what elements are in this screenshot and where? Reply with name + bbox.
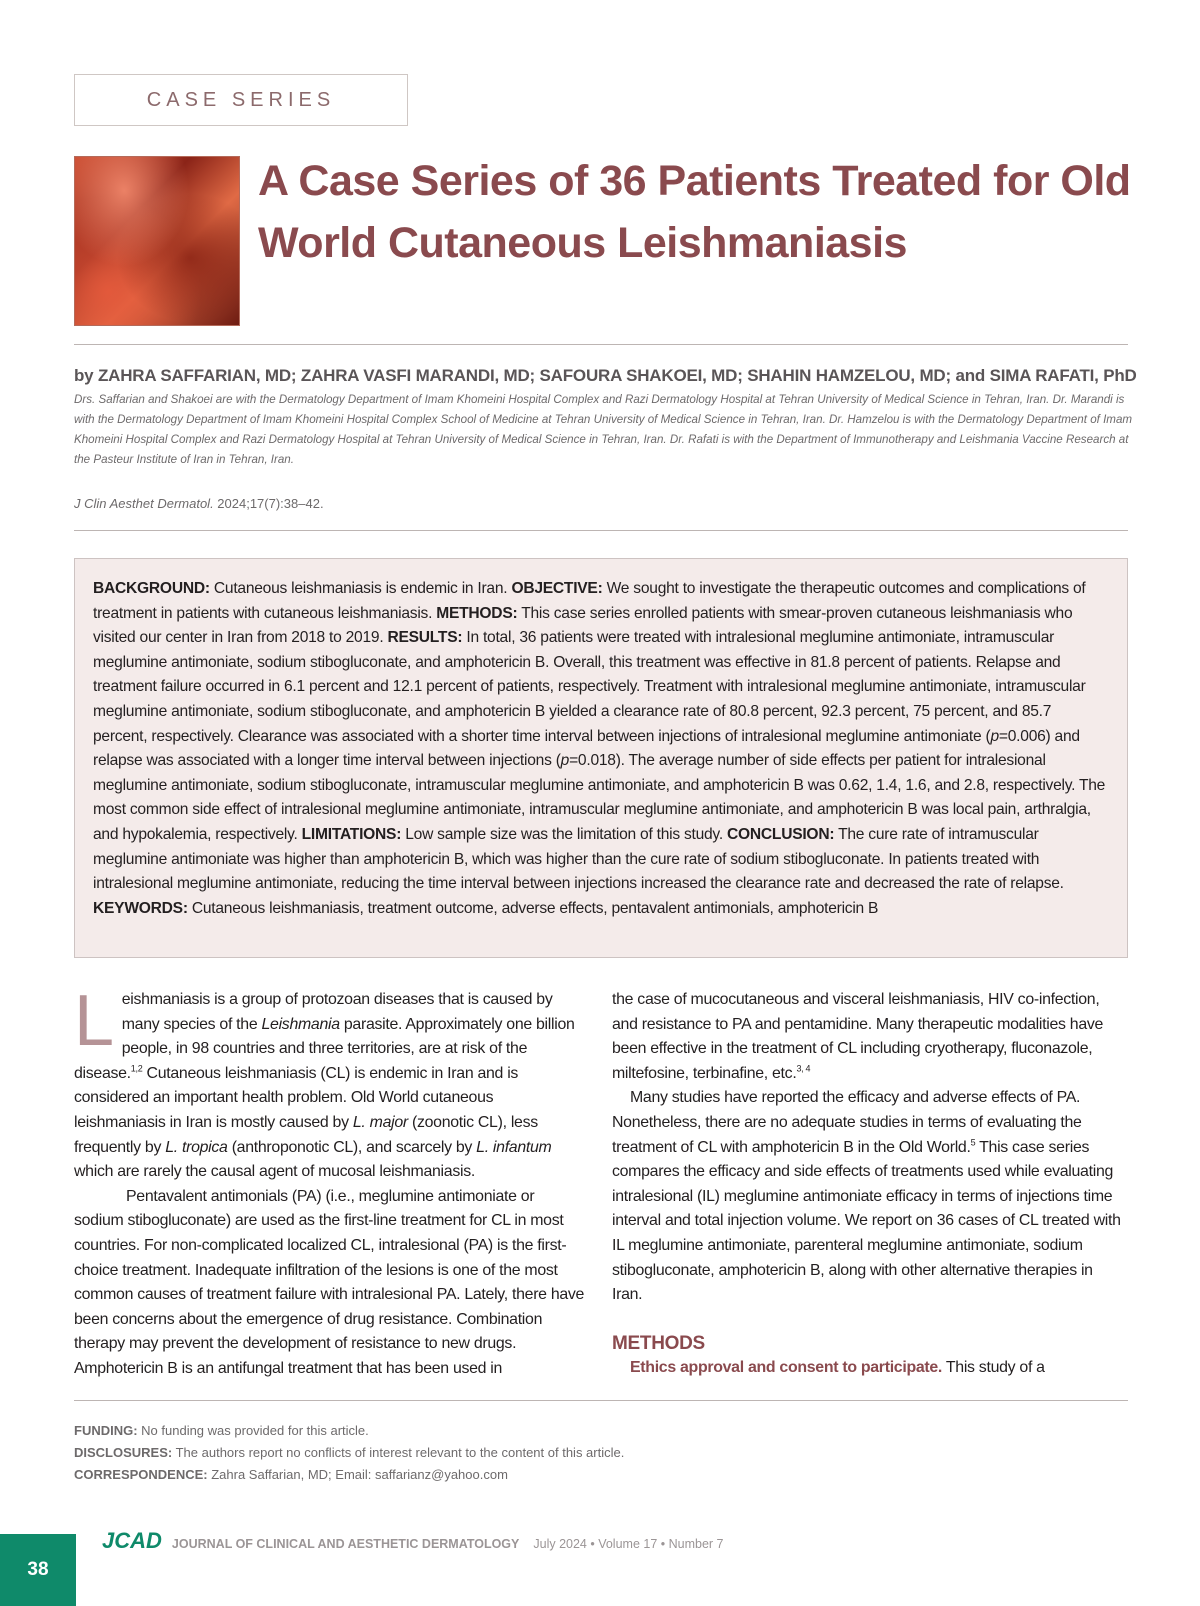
journal-logo: JCAD — [102, 1528, 162, 1553]
journal-footer — [102, 1528, 723, 1554]
divider — [74, 344, 1128, 345]
species-name: L. tropica — [165, 1138, 228, 1156]
abstract-limitations-label: LIMITATIONS: — [301, 825, 402, 843]
abstract-results: In total, 36 patients were treated with intralesional meglumine antimoniate, intramuscular meglumine antimoniate, sodium stibogluconate, and amphotericin B. Overall, this treatment was effective in 81.8 percent of patients. Relapse and treatment failure occurred in 6.1 percent and 12.1 percent of patients, respectively. Treatment with intralesional meglumine antimoniate, intramuscular meglumine antimoniate, sodium stibogluconate, and amphotericin B yielded a clearance rate of 80.8 percent, 92.3 percent, 75 percent, and 85.7 percent, respectively. Clearance was associated with a shorter time interval between injections of intralesional meglumine antimoniate ( — [93, 629, 1086, 745]
body-text: This case series compares the efficacy and side effects of treatments used while evaluating intralesional (IL) meglumine antimoniate efficacy in terms of injections time interval and total injection volume. We report on 36 cases of CL treated with IL meglumine antimoniate, parenteral meglumine antimoniate, sodium stibogluconate, amphotericin B, along with other alternative therapies in Iran. — [612, 1138, 1121, 1304]
abstract-limitations: Low sample size was the limitation of this study. — [401, 825, 727, 843]
drop-cap: L — [74, 981, 114, 1061]
hero-image — [74, 156, 240, 326]
paragraph — [612, 1356, 1124, 1381]
correspondence-text: Zahra Saffarian, MD; Email: saffarianz@yahoo.com — [207, 1467, 508, 1482]
body-text: (anthroponotic CL), and scarcely by — [227, 1138, 477, 1156]
species-name: Leishmania — [261, 1015, 340, 1033]
abstract-results: =0.006) and relapse was associated with a longer time interval between injections ( — [93, 727, 1080, 770]
body-text: Many studies have reported the efficacy and adverse effects of PA. Nonetheless, there are no adequate studies in terms of evaluating the treatment of CL with amphotericin B in the Old World. — [612, 1089, 1082, 1156]
species-name: L. major — [352, 1113, 408, 1131]
paragraph — [612, 1086, 1124, 1307]
disclosures-label: DISCLOSURES: — [74, 1445, 173, 1460]
abstract-methods-label: METHODS: — [436, 604, 518, 622]
footnotes — [74, 1420, 624, 1486]
correspondence-label: CORRESPONDENCE: — [74, 1467, 208, 1482]
body-column-right — [612, 988, 1124, 1380]
reference-marker: 3, 4 — [796, 1063, 811, 1074]
paragraph — [612, 988, 1124, 1086]
disclosures-note — [74, 1442, 624, 1464]
disclosures-text: The authors report no conflicts of interest relevant to the content of this article. — [172, 1445, 625, 1460]
abstract-objective-label: OBJECTIVE: — [511, 580, 603, 597]
paragraph: Pentavalent antimonials (PA) (i.e., meglumine antimoniate or sodium stibogluconate) are used as the first-line treatment for CL in most countries. For non-complicated localized CL, intralesional (PA) is the first-choice treatment. Inadequate infiltration of the lesions is one of the most common causes of treatment failure with intralesional PA. Lately, there have been concerns about the emergence of drug resistance. Combination therapy may prevent the development of resistance to new drugs. Amphotericin B is an antifungal treatment that has been used in — [74, 1187, 585, 1377]
abstract-results-label: RESULTS: — [387, 629, 463, 647]
funding-label: FUNDING: — [74, 1423, 138, 1438]
body-text: eishmaniasis is a group of protozoan diseases that is caused by many species of the — [121, 991, 553, 1033]
correspondence-note — [74, 1464, 624, 1486]
paragraph — [74, 981, 586, 1185]
body-text: which are rarely the causal agent of mucosal leishmaniasis. — [74, 1163, 475, 1181]
article-title: A Case Series of 36 Patients Treated for Old World Cutaneous Leishmaniasis — [258, 157, 1131, 267]
body-text: (zoonotic CL), less frequently by — [74, 1113, 538, 1156]
abstract-keywords-label: KEYWORDS: — [93, 899, 188, 917]
p-value-symbol: p — [560, 752, 570, 770]
divider — [74, 1400, 1128, 1401]
abstract-box — [74, 558, 1128, 958]
body-text: parasite. Approximately one billion people, in 98 countries and three territories, are at risk of the disease. — [74, 1015, 575, 1082]
author-byline: by ZAHRA SAFFARIAN, MD; ZAHRA VASFI MARANDI, MD; SAFOURA SHAKOEI, MD; SHAHIN HAMZELOU, MD; and SIMA RAFATI, PhD — [74, 366, 1137, 385]
p-value-symbol: p — [990, 727, 999, 745]
funding-text: No funding was provided for this article. — [137, 1423, 369, 1438]
author-affiliations: Drs. Saffarian and Shakoei are with the Dermatology Department of Imam Khomeini Hospital Complex and Razi Dermatology Hospital at Tehran University of Medical Science in Tehran, Iran. Dr. Marandi is with the Dermatology Department of Imam Khomeini Hospital Complex School of Medicine at Tehran University of Medical Science in Tehran, Iran. Dr. Hamzelou is with the Dermatology Department of Imam Khomeini Hospital Complex and Razi Dermatology Hospital at Tehran University of Medical Science in Tehran, Iran. Dr. Rafati is with the Department of Immunotherapy and Leishmania Vaccine Research at the Pasteur Institute of Iran in Tehran, Iran. — [74, 393, 1133, 466]
body-text: the case of mucocutaneous and visceral leishmaniasis, HIV co-infection, and resistance to PA and pentamidine. Many therapeutic modalities have been effective in the treatment of CL including cryotherapy, fluconazole, miltefosine, terbinafine, etc. — [612, 991, 1104, 1082]
ethics-label: Ethics approval and consent to participate. — [630, 1358, 943, 1376]
body-column-left — [74, 981, 586, 1382]
citation — [74, 496, 324, 511]
body-text: This study of a — [942, 1358, 1045, 1376]
abstract-objective: We sought to investigate the therapeutic outcomes and complications of treatment in patients with cutaneous leishmaniasis. — [93, 580, 1086, 622]
body-text: Cutaneous leishmaniasis (CL) is endemic in Iran and is considered an important health problem. Old World cutaneous leishmaniasis in Iran is mostly caused by — [74, 1064, 519, 1131]
journal-issue: July 2024 • Volume 17 • Number 7 — [533, 1537, 724, 1551]
reference-marker: 5 — [970, 1137, 976, 1148]
abstract-conclusion: The cure rate of intramuscular meglumine antimoniate was higher than amphotericin B, which was higher than the cure rate of sodium stibogluconate. In patients treated with intralesional meglumine antimoniate, reducing the time interval between injections increased the clearance rate and decreased the rate of relapse. — [93, 825, 1064, 893]
page-number: 38 — [0, 1534, 76, 1606]
section-tag: CASE SERIES — [74, 74, 408, 126]
abstract-methods: This case series enrolled patients with smear-proven cutaneous leishmaniasis who visited our center in Iran from 2018 to 2019. — [93, 604, 1073, 647]
abstract-conclusion-label: CONCLUSION: — [727, 825, 835, 843]
journal-name: JOURNAL OF CLINICAL AND AESTHETIC DERMATOLOGY — [171, 1537, 520, 1551]
abstract-keywords: Cutaneous leishmaniasis, treatment outcome, adverse effects, pentavalent antimonials, amphotericin B — [187, 899, 879, 917]
funding-note — [74, 1420, 624, 1442]
citation-journal: J Clin Aesthet Dermatol. — [74, 496, 214, 511]
methods-heading: METHODS — [612, 1332, 705, 1354]
abstract-results: =0.018). The average number of side effects per patient for intralesional meglumine antimoniate, sodium stibogluconate, intramuscular meglumine antimoniate, and amphotericin B was 0.62, 1.4, 1.6, and 2.8, respectively. The most common side effect of intralesional meglumine antimoniate, intramuscular meglumine antimoniate, and amphotericin B was local pain, arthralgia, and hypokalemia, respectively. — [93, 752, 1106, 843]
abstract-background-label: BACKGROUND: — [93, 580, 210, 597]
abstract-background: Cutaneous leishmaniasis is endemic in Iran. — [209, 580, 512, 597]
citation-details: 2024;17(7):38–42. — [213, 496, 324, 511]
reference-marker: 1,2 — [130, 1063, 143, 1074]
divider — [74, 530, 1128, 531]
species-name: L. infantum — [476, 1138, 552, 1156]
